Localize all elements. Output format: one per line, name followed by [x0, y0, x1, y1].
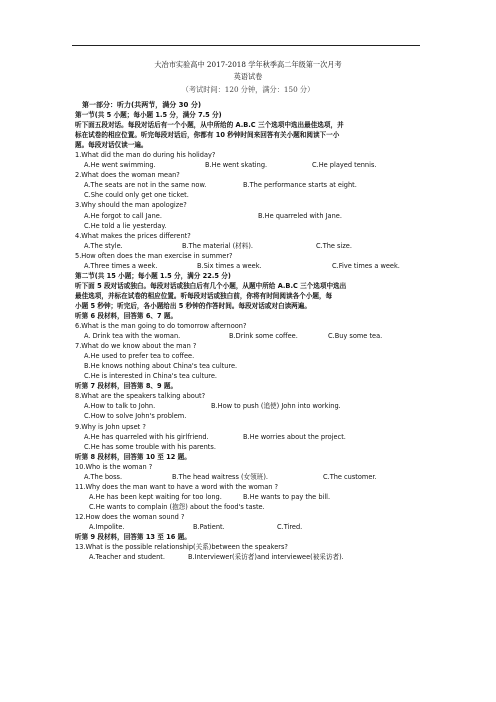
section-instruction: 听第 8 段材料，回答第 10 至 12 题。: [75, 452, 191, 461]
answer-option: B.The performance starts at eight.: [243, 181, 357, 190]
answer-option: B.He wants to pay the bill.: [243, 492, 331, 501]
exam-body: [75, 100, 420, 562]
answer-option: C.He told a lie yesterday.: [84, 221, 167, 230]
exam-subject: 英语试卷: [233, 72, 263, 81]
answer-options-row: [75, 432, 420, 442]
answer-option: A.How to talk to John.: [84, 402, 156, 411]
question-text: 9.Why is John upset ?: [75, 422, 146, 431]
section-instruction: 标在试卷的相应位置。听完每段对话后，你都有 10 秒钟时间来回答有关小题和阅读下一小: [75, 131, 340, 140]
answer-option: B.He quarreled with Jane.: [258, 211, 342, 220]
answer-option: B.The head waitress (女领班).: [172, 472, 268, 481]
question-text: 6.What is the man going to do tomorrow afternoon?: [75, 322, 247, 331]
section-instruction: 听第 6 段材料，回答第 6、7 题。: [75, 311, 178, 320]
answer-options-row: [75, 331, 420, 341]
answer-option: B.Interviewer(采访者)and interviewee(被采访者).: [188, 553, 344, 562]
answer-option: A. Drink tea with the woman.: [84, 332, 181, 341]
answer-option: A.He has quarreled with his girlfriend.: [84, 432, 209, 441]
answer-options-row: [75, 241, 420, 251]
answer-option: A.He forgot to call Jane.: [84, 211, 162, 220]
question-text: 4.What makes the prices different?: [75, 231, 191, 240]
answer-option: B.Drink some coffee.: [229, 332, 298, 341]
answer-option: C.The size.: [316, 241, 352, 250]
answer-options-row: [75, 261, 420, 271]
answer-options-row: [75, 401, 420, 411]
answer-options-row: [75, 552, 420, 562]
answer-option: B.He went skating.: [205, 161, 268, 170]
exam-title: 大冶市实验高中 2017-2018 学年秋季高二年级第一次月考: [154, 60, 342, 69]
answer-options-row: [75, 492, 420, 502]
answer-option: A.He used to prefer tea to coffee.: [84, 352, 195, 361]
section-instruction: 第一节(共 5 小题；每小题 1.5 分，满分 7.5 分): [75, 111, 222, 120]
question-text: 11.Why does the man want to have a word with the woman ?: [75, 482, 279, 491]
answer-option: C.He is interested in China's tea culture.: [84, 372, 217, 381]
answer-option: A.The style.: [84, 241, 123, 250]
answer-option: C.Tired.: [277, 522, 303, 531]
answer-option: C.How to solve John's problem.: [84, 412, 187, 421]
answer-option: C.Five times a week.: [332, 261, 400, 270]
answer-options-row: [75, 211, 420, 221]
question-text: 13.What is the possible relationship(关系)between the speakers?: [75, 543, 288, 552]
answer-option: C.He played tennis.: [312, 161, 377, 170]
answer-option: B.The material (材料).: [182, 241, 254, 250]
answer-option: C.She could only get one ticket.: [84, 191, 189, 200]
answer-option: A.Impolite.: [89, 522, 125, 531]
section-instruction: 题。每段对话仅读一遍。: [75, 141, 148, 150]
answer-option: C.The customer.: [323, 472, 377, 481]
section-instruction: 小题 5 秒钟；听完后，各小题给出 5 秒钟的作答时间。每段对话或对白读两遍。: [75, 301, 311, 310]
question-text: 3.Why should the man apologize?: [75, 201, 187, 210]
question-text: 1.What did the man do during his holiday?: [75, 151, 216, 160]
answer-options-row: [75, 180, 420, 190]
answer-option: B.Six times a week.: [197, 261, 262, 270]
answer-option: C.He has some trouble with his parents.: [84, 442, 216, 451]
answer-option: A.The boss.: [84, 472, 123, 481]
section-instruction: 第一部分：听力(共两节，满分 30 分): [82, 101, 202, 109]
section-instruction: 第二节(共 15 小题；每小题 1.5 分，满分 22.5 分): [75, 271, 231, 280]
answer-option: A.Three times a week.: [84, 261, 158, 270]
answer-option: B.How to push (追使) John into working.: [211, 402, 341, 411]
answer-options-row: [75, 522, 420, 532]
section-instruction: 听第 9 段材料，回答第 13 至 16 题。: [75, 533, 191, 542]
question-text: 10.Who is the woman ?: [75, 462, 153, 471]
section-instruction: 听第 7 段材料，回答第 8、9 题。: [75, 382, 178, 391]
answer-option: A.The seats are not in the same now.: [84, 181, 207, 190]
question-text: 12.How does the woman sound ?: [75, 512, 185, 521]
section-instruction: 最佳选项，并标在试卷的相应位置。听每段对话或独白前，你将有时间阅读各个小题，每: [75, 291, 333, 300]
answer-option: A.He went swimming.: [84, 161, 156, 170]
question-text: 5.How often does the man exercise in summer?: [75, 251, 233, 260]
answer-option: C.Buy some tea.: [328, 332, 383, 341]
question-text: 7.What do we know about the man ?: [75, 342, 197, 351]
section-instruction: 听下面五段对话。每段对话后有一个小题，从中所给的 A.B.C 三个选项中选出最佳选项，并: [75, 121, 344, 130]
header-rule: [72, 45, 420, 46]
answer-option: B.Patient.: [193, 522, 225, 531]
answer-option: A.He has been kept waiting for too long.: [89, 492, 222, 501]
answer-option: C.He wants to complain (抱怨) about the food's taste.: [89, 502, 265, 511]
answer-options-row: [75, 160, 420, 170]
answer-option: B.He knows nothing about China's tea culture.: [84, 362, 238, 371]
question-text: 2.What does the woman mean?: [75, 171, 180, 180]
answer-options-row: [75, 472, 420, 482]
section-instruction: 听下面 5 段对话或独白。每段对话或独白后有几个小题，从题中所给 A.B.C 三个选项中选出: [75, 281, 347, 290]
question-text: 8.What are the speakers talking about?: [75, 392, 206, 401]
exam-meta: （考试时间：120 分钟，满分：150 分）: [181, 85, 315, 94]
answer-option: B.He worries about the project.: [243, 432, 346, 441]
answer-option: A.Teacher and student.: [89, 553, 165, 562]
